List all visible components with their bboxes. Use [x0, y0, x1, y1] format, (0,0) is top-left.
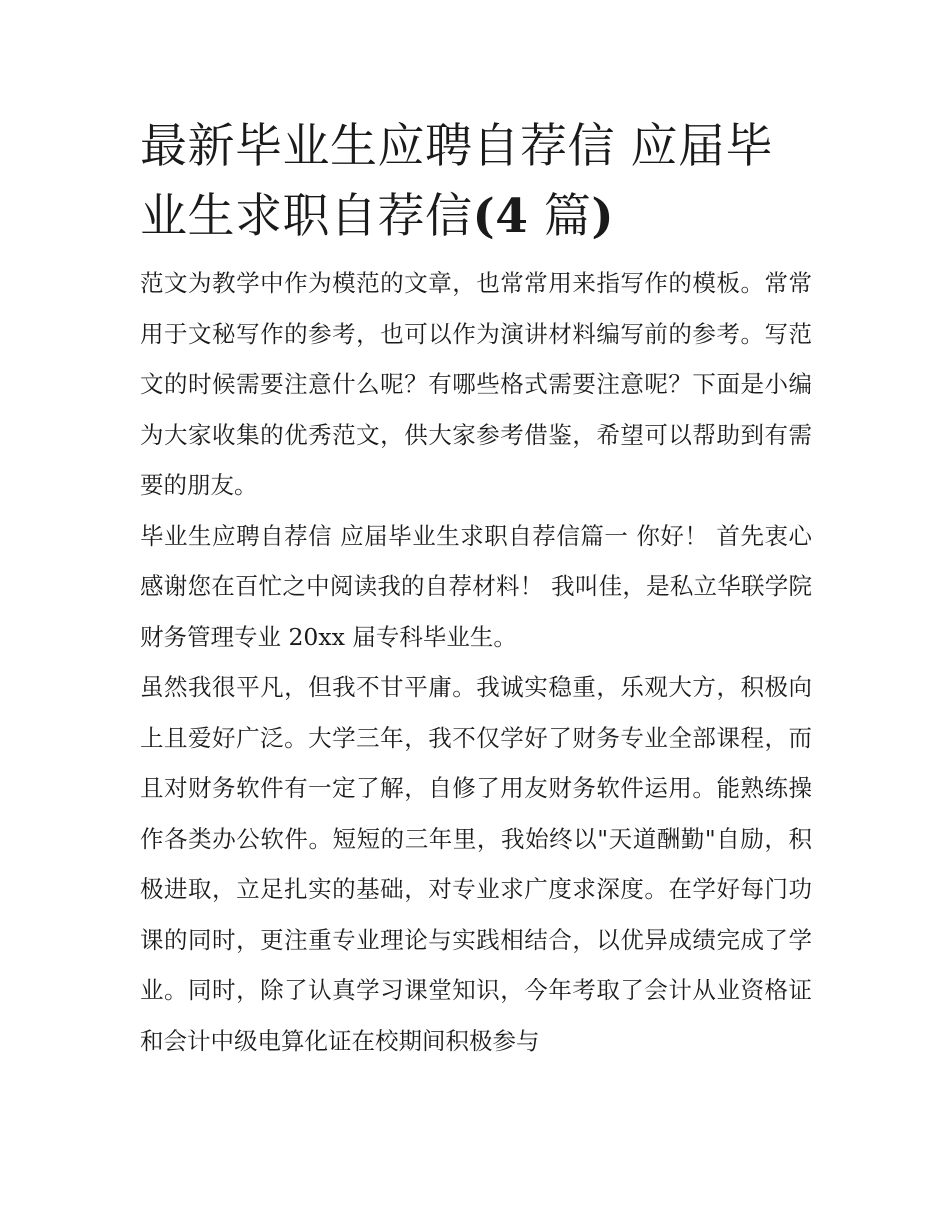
intro-paragraph: 范文为教学中作为模范的文章，也常常用来指写作的模板。常常用于文秘写作的参考，也可以作为演讲材料编写前的参考。写范文的时候需要注意什么呢？有哪些格式需要注意呢？下面是小编为大家收集的优秀范文，供大家参考借鉴，希望可以帮助到有需要的朋友。: [140, 269, 812, 499]
document-title: 最新毕业生应聘自荐信 应届毕业生求职自荐信(4 篇): [140, 119, 773, 244]
letter-opening-paragraph: 毕业生应聘自荐信 应届毕业生求职自荐信篇一 你好！ 首先衷心感谢您在百忙之中阅读我的自荐材料！ 我叫佳，是私立华联学院财务管理专业 20xx 届专科毕业生。: [140, 521, 812, 651]
document-page: [140, 112, 812, 1066]
letter-body-paragraph: 虽然我很平凡，但我不甘平庸。我诚实稳重，乐观大方，积极向上且爱好广泛。大学三年，我不仅学好了财务专业全部课程，而且对财务软件有一定了解，自修了用友财务软件运用。能熟练操作各类办公软件。短短的三年里，我始终以"天道酬勤"自励，积极进取，立足扎实的基础，对专业求广度求深度。在学好每门功课的同时，更注重专业理论与实践相结合，以优异成绩完成了学业。同时，除了认真学习课堂知识，今年考取了会计从业资格证和会计中级电算化证在校期间积极参与: [140, 673, 812, 1055]
